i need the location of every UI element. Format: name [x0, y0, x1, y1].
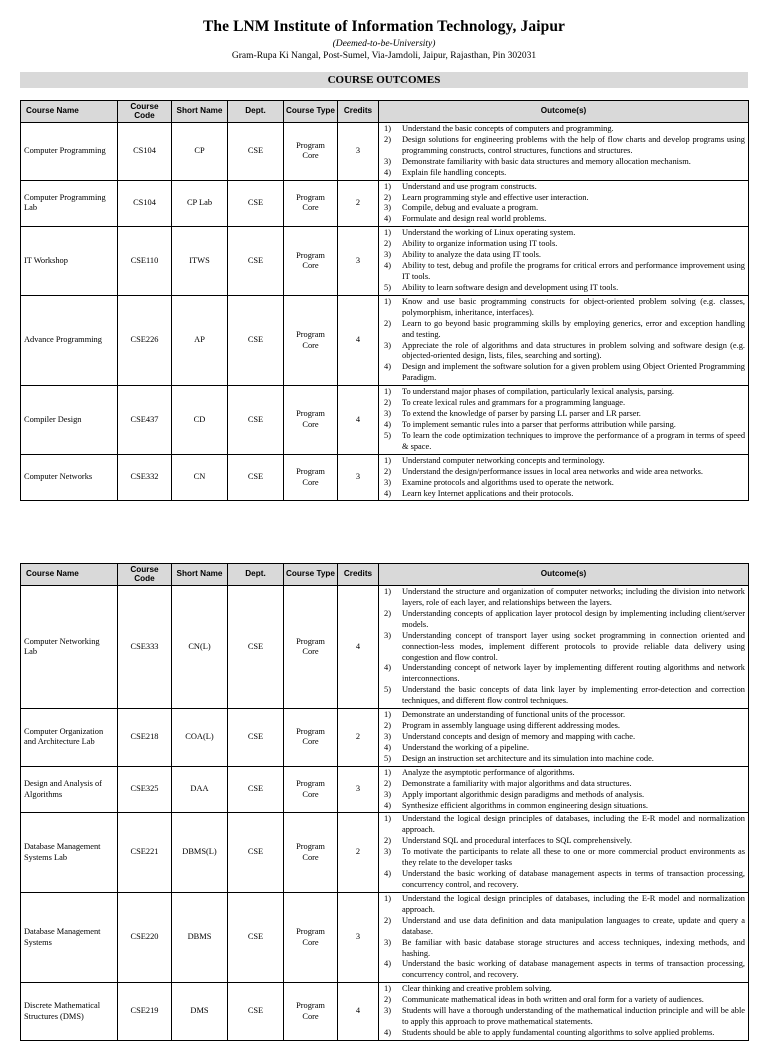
outcome-text: Understand the basic concepts of data link layer by implementing error-detection and correction techniques, and different flow control techniques. [402, 685, 745, 706]
short-name-cell: CN [172, 454, 228, 501]
outcome-number: 4) [384, 742, 391, 752]
outcomes-list [382, 710, 745, 765]
credits-cell: 3 [338, 892, 379, 982]
credits-cell: 3 [338, 123, 379, 181]
outcomes-cell [379, 454, 749, 501]
table-header-row [21, 101, 749, 123]
outcome-item [382, 431, 745, 453]
section-title: COURSE OUTCOMES [20, 72, 748, 88]
course-type-cell: Program Core [284, 813, 338, 892]
outcomes-list [382, 228, 745, 294]
table-row [21, 180, 749, 227]
course-code-cell: CSE221 [118, 813, 172, 892]
outcome-item [382, 214, 745, 225]
outcome-number: 1) [384, 228, 391, 238]
course-code-cell: CSE218 [118, 709, 172, 767]
outcome-item [382, 135, 745, 157]
outcomes-list [382, 456, 745, 500]
outcome-number: 3) [384, 847, 391, 857]
outcome-number: 1) [384, 893, 391, 903]
outcome-text: Learn programming style and effective user interaction. [402, 192, 589, 202]
col-dept: Dept. [228, 564, 284, 586]
outcome-number: 4) [384, 362, 391, 372]
outcome-item [382, 894, 745, 916]
outcome-number: 3) [384, 156, 391, 166]
outcome-item [382, 228, 745, 239]
outcome-number: 3) [384, 1006, 391, 1016]
col-course-name: Course Name [21, 101, 118, 123]
outcome-text: Learn key Internet applications and their protocols. [402, 488, 574, 498]
outcome-number: 2) [384, 318, 391, 328]
course-name-cell: IT Workshop [21, 227, 118, 296]
outcome-text: To create lexical rules and grammars for a programming language. [402, 398, 626, 408]
short-name-cell: DBMS(L) [172, 813, 228, 892]
course-outcomes-table-2 [20, 563, 749, 1041]
credits-cell: 3 [338, 227, 379, 296]
table-row [21, 227, 749, 296]
table-row [21, 983, 749, 1041]
outcome-number: 3) [384, 477, 391, 487]
course-name-cell: Discrete Mathematical Structures (DMS) [21, 983, 118, 1041]
outcome-item [382, 297, 745, 319]
course-name-cell: Computer Networks [21, 454, 118, 501]
course-type-cell: Program Core [284, 295, 338, 385]
course-type-cell: Program Core [284, 386, 338, 455]
course-name-cell: Computer Programming [21, 123, 118, 181]
outcome-item [382, 362, 745, 384]
outcome-number: 2) [384, 239, 391, 249]
table-row [21, 386, 749, 455]
course-type-cell: Program Core [284, 227, 338, 296]
outcome-item [382, 409, 745, 420]
credits-cell: 4 [338, 983, 379, 1041]
outcome-text: Understanding concept of transport layer using socket programming in connection oriented and connection-less modes, implement different protocols to provide reliable data delivery using congestion and flow control. [402, 630, 745, 662]
outcome-text: Design and implement the software solution for a given problem using Object Oriented Programming Paradigm. [402, 362, 745, 383]
credits-cell: 3 [338, 454, 379, 501]
outcome-number: 3) [384, 409, 391, 419]
col-course-code: Course Code [118, 564, 172, 586]
outcomes-list [382, 124, 745, 179]
outcome-number: 4) [384, 800, 391, 810]
course-type-cell: Program Core [284, 892, 338, 982]
outcome-text: Communicate mathematical ideas in both written and oral form for a variety of audiences. [402, 995, 704, 1005]
outcome-item [382, 959, 745, 981]
short-name-cell: COA(L) [172, 709, 228, 767]
col-short-name: Short Name [172, 564, 228, 586]
col-short-name: Short Name [172, 101, 228, 123]
outcome-item [382, 489, 745, 500]
outcome-text: Understand the basic working of database management aspects in terms of transaction processing, concurrency control, and recovery. [402, 959, 745, 980]
outcome-item [382, 387, 745, 398]
outcome-text: Appreciate the role of algorithms and data structures in problem solving and software design (e.g. objected-oriented design, lists, files, searching and sorting). [402, 340, 745, 361]
outcome-text: Program in assembly language using different addressing modes. [402, 721, 621, 731]
outcome-number: 4) [384, 869, 391, 879]
table-row [21, 454, 749, 501]
short-name-cell: AP [172, 295, 228, 385]
dept-cell: CSE [228, 123, 284, 181]
outcomes-list [382, 387, 745, 453]
outcome-item [382, 319, 745, 341]
outcome-item [382, 685, 745, 707]
outcomes-cell [379, 766, 749, 813]
outcome-number: 3) [384, 250, 391, 260]
course-outcomes-table-1 [20, 100, 749, 501]
course-name-cell: Design and Analysis of Algorithms [21, 766, 118, 813]
credits-cell: 2 [338, 709, 379, 767]
outcome-item [382, 721, 745, 732]
table-row [21, 295, 749, 385]
outcomes-cell [379, 892, 749, 982]
outcome-text: Formulate and design real world problems. [402, 214, 547, 224]
outcome-text: Understanding concepts of application layer protocol design by implementing including client/server models. [402, 608, 745, 629]
course-type-cell: Program Core [284, 123, 338, 181]
course-code-cell: CSE110 [118, 227, 172, 296]
outcome-item [382, 250, 745, 261]
col-outcomes: Outcome(s) [379, 564, 749, 586]
outcome-item [382, 420, 745, 431]
outcomes-cell [379, 180, 749, 227]
outcome-number: 4) [384, 419, 391, 429]
outcome-text: Students will have a thorough understanding of the mathematical induction principle and will be able to apply this approach to prove mathematical statements. [402, 1006, 745, 1027]
outcome-number: 1) [384, 181, 391, 191]
outcome-item [382, 341, 745, 363]
course-name-cell: Computer Programming Lab [21, 180, 118, 227]
outcomes-list [382, 814, 745, 890]
dept-cell: CSE [228, 766, 284, 813]
outcomes-cell [379, 295, 749, 385]
outcome-item [382, 710, 745, 721]
short-name-cell: CP Lab [172, 180, 228, 227]
short-name-cell: CN(L) [172, 586, 228, 709]
outcome-text: Explain file handling concepts. [402, 167, 507, 177]
course-code-cell: CS104 [118, 180, 172, 227]
outcome-number: 2) [384, 778, 391, 788]
outcome-number: 4) [384, 214, 391, 224]
outcome-text: Demonstrate familiarity with basic data structures and memory allocation mechanism. [402, 156, 691, 166]
outcome-text: Know and use basic programming constructs for object-oriented problem solving (e.g. classes, polymorphism, inheritance, interfaces). [402, 296, 745, 317]
outcome-item [382, 467, 745, 478]
outcome-number: 1) [384, 814, 391, 824]
course-type-cell: Program Core [284, 586, 338, 709]
outcome-item [382, 398, 745, 409]
outcome-number: 5) [384, 430, 391, 440]
outcome-text: To implement semantic rules into a parser that performs attribution while parsing. [402, 419, 676, 429]
outcome-number: 2) [384, 995, 391, 1005]
outcome-item [382, 182, 745, 193]
course-code-cell: CSE226 [118, 295, 172, 385]
outcome-text: Demonstrate a familiarity with major algorithms and data structures. [402, 778, 632, 788]
dept-cell: CSE [228, 586, 284, 709]
outcome-item [382, 768, 745, 779]
dept-cell: CSE [228, 227, 284, 296]
outcome-item [382, 916, 745, 938]
outcomes-cell [379, 227, 749, 296]
short-name-cell: CD [172, 386, 228, 455]
outcome-text: Learn to go beyond basic programming skills by employing generics, error and exception handling and testing. [402, 318, 745, 339]
outcome-number: 4) [384, 261, 391, 271]
outcome-item [382, 456, 745, 467]
outcome-item [382, 869, 745, 891]
outcome-item [382, 754, 745, 765]
dept-cell: CSE [228, 892, 284, 982]
dept-cell: CSE [228, 983, 284, 1041]
outcome-number: 1) [384, 984, 391, 994]
table-row [21, 709, 749, 767]
table-row [21, 586, 749, 709]
outcome-text: Demonstrate an understanding of functional units of the processor. [402, 710, 626, 720]
outcome-number: 4) [384, 1027, 391, 1037]
outcomes-cell [379, 123, 749, 181]
outcome-text: Ability to learn software design and development using IT tools. [402, 282, 619, 292]
outcome-number: 3) [384, 937, 391, 947]
outcomes-list [382, 182, 745, 226]
outcome-text: Understand computer networking concepts and terminology. [402, 455, 605, 465]
outcome-item [382, 478, 745, 489]
outcome-item [382, 239, 745, 250]
outcome-number: 2) [384, 915, 391, 925]
outcomes-cell [379, 386, 749, 455]
course-name-cell: Computer Organization and Architecture Lab [21, 709, 118, 767]
outcome-text: Understand and use program constructs. [402, 181, 537, 191]
table-header-row [21, 564, 749, 586]
outcome-number: 3) [384, 731, 391, 741]
outcome-number: 2) [384, 192, 391, 202]
outcome-text: Design an instruction set architecture and its simulation into machine code. [402, 753, 654, 763]
credits-cell: 4 [338, 586, 379, 709]
outcome-number: 2) [384, 398, 391, 408]
outcome-text: To understand major phases of compilation, particularly lexical analysis, parsing. [402, 387, 674, 397]
table-row [21, 766, 749, 813]
institute-name: The LNM Institute of Information Technology, Jaipur [202, 18, 566, 35]
outcome-number: 5) [384, 282, 391, 292]
outcome-item [382, 938, 745, 960]
course-type-cell: Program Core [284, 766, 338, 813]
outcome-item [382, 193, 745, 204]
outcome-number: 1) [384, 455, 391, 465]
course-code-cell: CSE437 [118, 386, 172, 455]
course-name-cell: Computer Networking Lab [21, 586, 118, 709]
outcomes-cell [379, 813, 749, 892]
outcome-text: To extend the knowledge of parser by parsing LL parser and LR parser. [402, 409, 641, 419]
outcome-item [382, 1006, 745, 1028]
outcome-item [382, 261, 745, 283]
course-type-cell: Program Core [284, 983, 338, 1041]
dept-cell: CSE [228, 386, 284, 455]
table1-body [21, 123, 749, 501]
outcome-text: Synthesize efficient algorithms in common engineering design situations. [402, 800, 648, 810]
outcome-number: 1) [384, 767, 391, 777]
outcome-text: Understand the working of Linux operating system. [402, 228, 576, 238]
outcome-text: Ability to organize information using IT tools. [402, 239, 558, 249]
outcome-text: Design solutions for engineering problems with the help of flow charts and develop programs using programming constructs, control structures, functions and structures. [402, 134, 745, 155]
short-name-cell: DAA [172, 766, 228, 813]
outcomes-cell [379, 709, 749, 767]
deemed-university-note: (Deemed-to-be-University) [332, 39, 436, 49]
outcome-number: 3) [384, 789, 391, 799]
outcome-number: 4) [384, 488, 391, 498]
outcome-item [382, 587, 745, 609]
outcome-text: Analyze the asymptotic performance of algorithms. [402, 767, 575, 777]
outcome-text: Understand the basic concepts of computers and programming. [402, 124, 614, 133]
outcome-item [382, 790, 745, 801]
outcomes-cell [379, 586, 749, 709]
course-code-cell: CSE220 [118, 892, 172, 982]
dept-cell: CSE [228, 295, 284, 385]
outcome-text: Understand the basic working of database management aspects in terms of transaction processing, concurrency control, and recovery. [402, 869, 745, 889]
outcome-item [382, 631, 745, 664]
outcome-number: 4) [384, 663, 391, 673]
outcomes-list [382, 587, 745, 707]
outcome-text: Understand the working of a pipeline. [402, 742, 529, 752]
outcome-item [382, 203, 745, 214]
outcome-number: 2) [384, 836, 391, 846]
outcome-item [382, 157, 745, 168]
outcome-item [382, 609, 745, 631]
course-name-cell: Database Management Systems [21, 892, 118, 982]
dept-cell: CSE [228, 180, 284, 227]
outcomes-list [382, 984, 745, 1039]
outcome-number: 2) [384, 466, 391, 476]
outcome-number: 1) [384, 124, 391, 133]
outcome-item [382, 168, 745, 179]
col-outcomes: Outcome(s) [379, 101, 749, 123]
outcome-text: To learn the code optimization techniques to improve the performance of a program in terms of speed & space. [402, 430, 745, 451]
col-credits: Credits [338, 564, 379, 586]
outcome-text: Compile, debug and evaluate a program. [402, 203, 539, 213]
credits-cell: 4 [338, 386, 379, 455]
col-course-code: Course Code [118, 101, 172, 123]
outcome-text: Understand the design/performance issues in local area networks and wide area networks. [402, 466, 703, 476]
short-name-cell: ITWS [172, 227, 228, 296]
outcome-text: Ability to analyze the data using IT tools. [402, 250, 541, 260]
col-dept: Dept. [228, 101, 284, 123]
credits-cell: 3 [338, 766, 379, 813]
institute-address: Gram-Rupa Ki Nangal, Post-Sumel, Via-Jamdoli, Jaipur, Rajasthan, Pin 302031 [231, 51, 537, 61]
outcome-item [382, 984, 745, 995]
document-header [0, 18, 768, 61]
outcome-text: Understand SQL and procedural interfaces to SQL comprehensively. [402, 836, 633, 846]
dept-cell: CSE [228, 709, 284, 767]
table-row [21, 813, 749, 892]
course-type-cell: Program Core [284, 709, 338, 767]
outcomes-list [382, 297, 745, 384]
outcome-number: 3) [384, 630, 391, 640]
outcome-text: To motivate the participants to relate all these to one or more commercial product environments as they relate to the developer tasks [402, 847, 745, 868]
course-name-cell: Compiler Design [21, 386, 118, 455]
outcome-number: 4) [384, 959, 391, 969]
course-code-cell: CSE333 [118, 586, 172, 709]
course-code-cell: CS104 [118, 123, 172, 181]
outcome-item [382, 663, 745, 685]
outcome-text: Understand the logical design principles of databases, including the E-R model and normalization approach. [402, 814, 745, 835]
outcome-item [382, 836, 745, 847]
outcome-text: Understand and use data definition and data manipulation languages to create, update and query a database. [402, 915, 745, 936]
outcome-number: 1) [384, 387, 391, 397]
course-type-cell: Program Core [284, 180, 338, 227]
course-name-cell: Database Management Systems Lab [21, 813, 118, 892]
outcome-number: 5) [384, 685, 391, 695]
short-name-cell: CP [172, 123, 228, 181]
col-course-name: Course Name [21, 564, 118, 586]
col-credits: Credits [338, 101, 379, 123]
outcome-item [382, 732, 745, 743]
outcomes-list [382, 768, 745, 812]
course-code-cell: CSE332 [118, 454, 172, 501]
col-course-type: Course Type [284, 101, 338, 123]
col-course-type: Course Type [284, 564, 338, 586]
outcome-number: 3) [384, 203, 391, 213]
outcome-item [382, 743, 745, 754]
outcome-item [382, 814, 745, 836]
outcome-text: Examine protocols and algorithms used to operate the network. [402, 477, 614, 487]
outcome-item [382, 1028, 745, 1039]
outcome-text: Ability to test, debug and profile the programs for critical errors and performance improvement using IT tools. [402, 261, 745, 281]
outcome-item [382, 124, 745, 135]
credits-cell: 4 [338, 295, 379, 385]
outcome-text: Understanding concept of network layer by implementing different routing algorithms and network interconnections. [402, 663, 745, 684]
outcome-number: 3) [384, 340, 391, 350]
credits-cell: 2 [338, 813, 379, 892]
outcome-number: 1) [384, 587, 391, 596]
outcome-text: Students should be able to apply fundamental counting algorithms to solve applied problems. [402, 1027, 715, 1037]
outcome-text: Apply important algorithmic design paradigms and methods of analysis. [402, 789, 645, 799]
outcome-number: 2) [384, 721, 391, 731]
outcome-number: 2) [384, 134, 391, 144]
dept-cell: CSE [228, 454, 284, 501]
outcome-item [382, 801, 745, 812]
course-type-cell: Program Core [284, 454, 338, 501]
outcome-item [382, 779, 745, 790]
outcomes-cell [379, 983, 749, 1041]
credits-cell: 2 [338, 180, 379, 227]
outcome-number: 1) [384, 710, 391, 720]
outcome-number: 4) [384, 167, 391, 177]
outcome-text: Understand the structure and organization of computer networks; including the division into network layers, role of each layer, and relationships between the layers. [402, 587, 745, 607]
outcome-number: 1) [384, 296, 391, 306]
course-name-cell: Advance Programming [21, 295, 118, 385]
outcome-item [382, 283, 745, 294]
short-name-cell: DMS [172, 983, 228, 1041]
table2-body [21, 586, 749, 1041]
outcome-text: Understand concepts and design of memory and mapping with cache. [402, 731, 636, 741]
course-code-cell: CSE325 [118, 766, 172, 813]
outcome-text: Be familiar with basic database storage structures and access techniques, indexing methods, and hashing. [402, 937, 745, 958]
dept-cell: CSE [228, 813, 284, 892]
course-code-cell: CSE219 [118, 983, 172, 1041]
outcome-number: 2) [384, 608, 391, 618]
short-name-cell: DBMS [172, 892, 228, 982]
outcomes-list [382, 894, 745, 981]
outcome-number: 5) [384, 753, 391, 763]
table-row [21, 892, 749, 982]
table-row [21, 123, 749, 181]
outcome-item [382, 847, 745, 869]
outcome-text: Clear thinking and creative problem solving. [402, 984, 552, 994]
outcome-text: Understand the logical design principles of databases, including the E-R model and normalization approach. [402, 893, 745, 914]
outcome-item [382, 995, 745, 1006]
